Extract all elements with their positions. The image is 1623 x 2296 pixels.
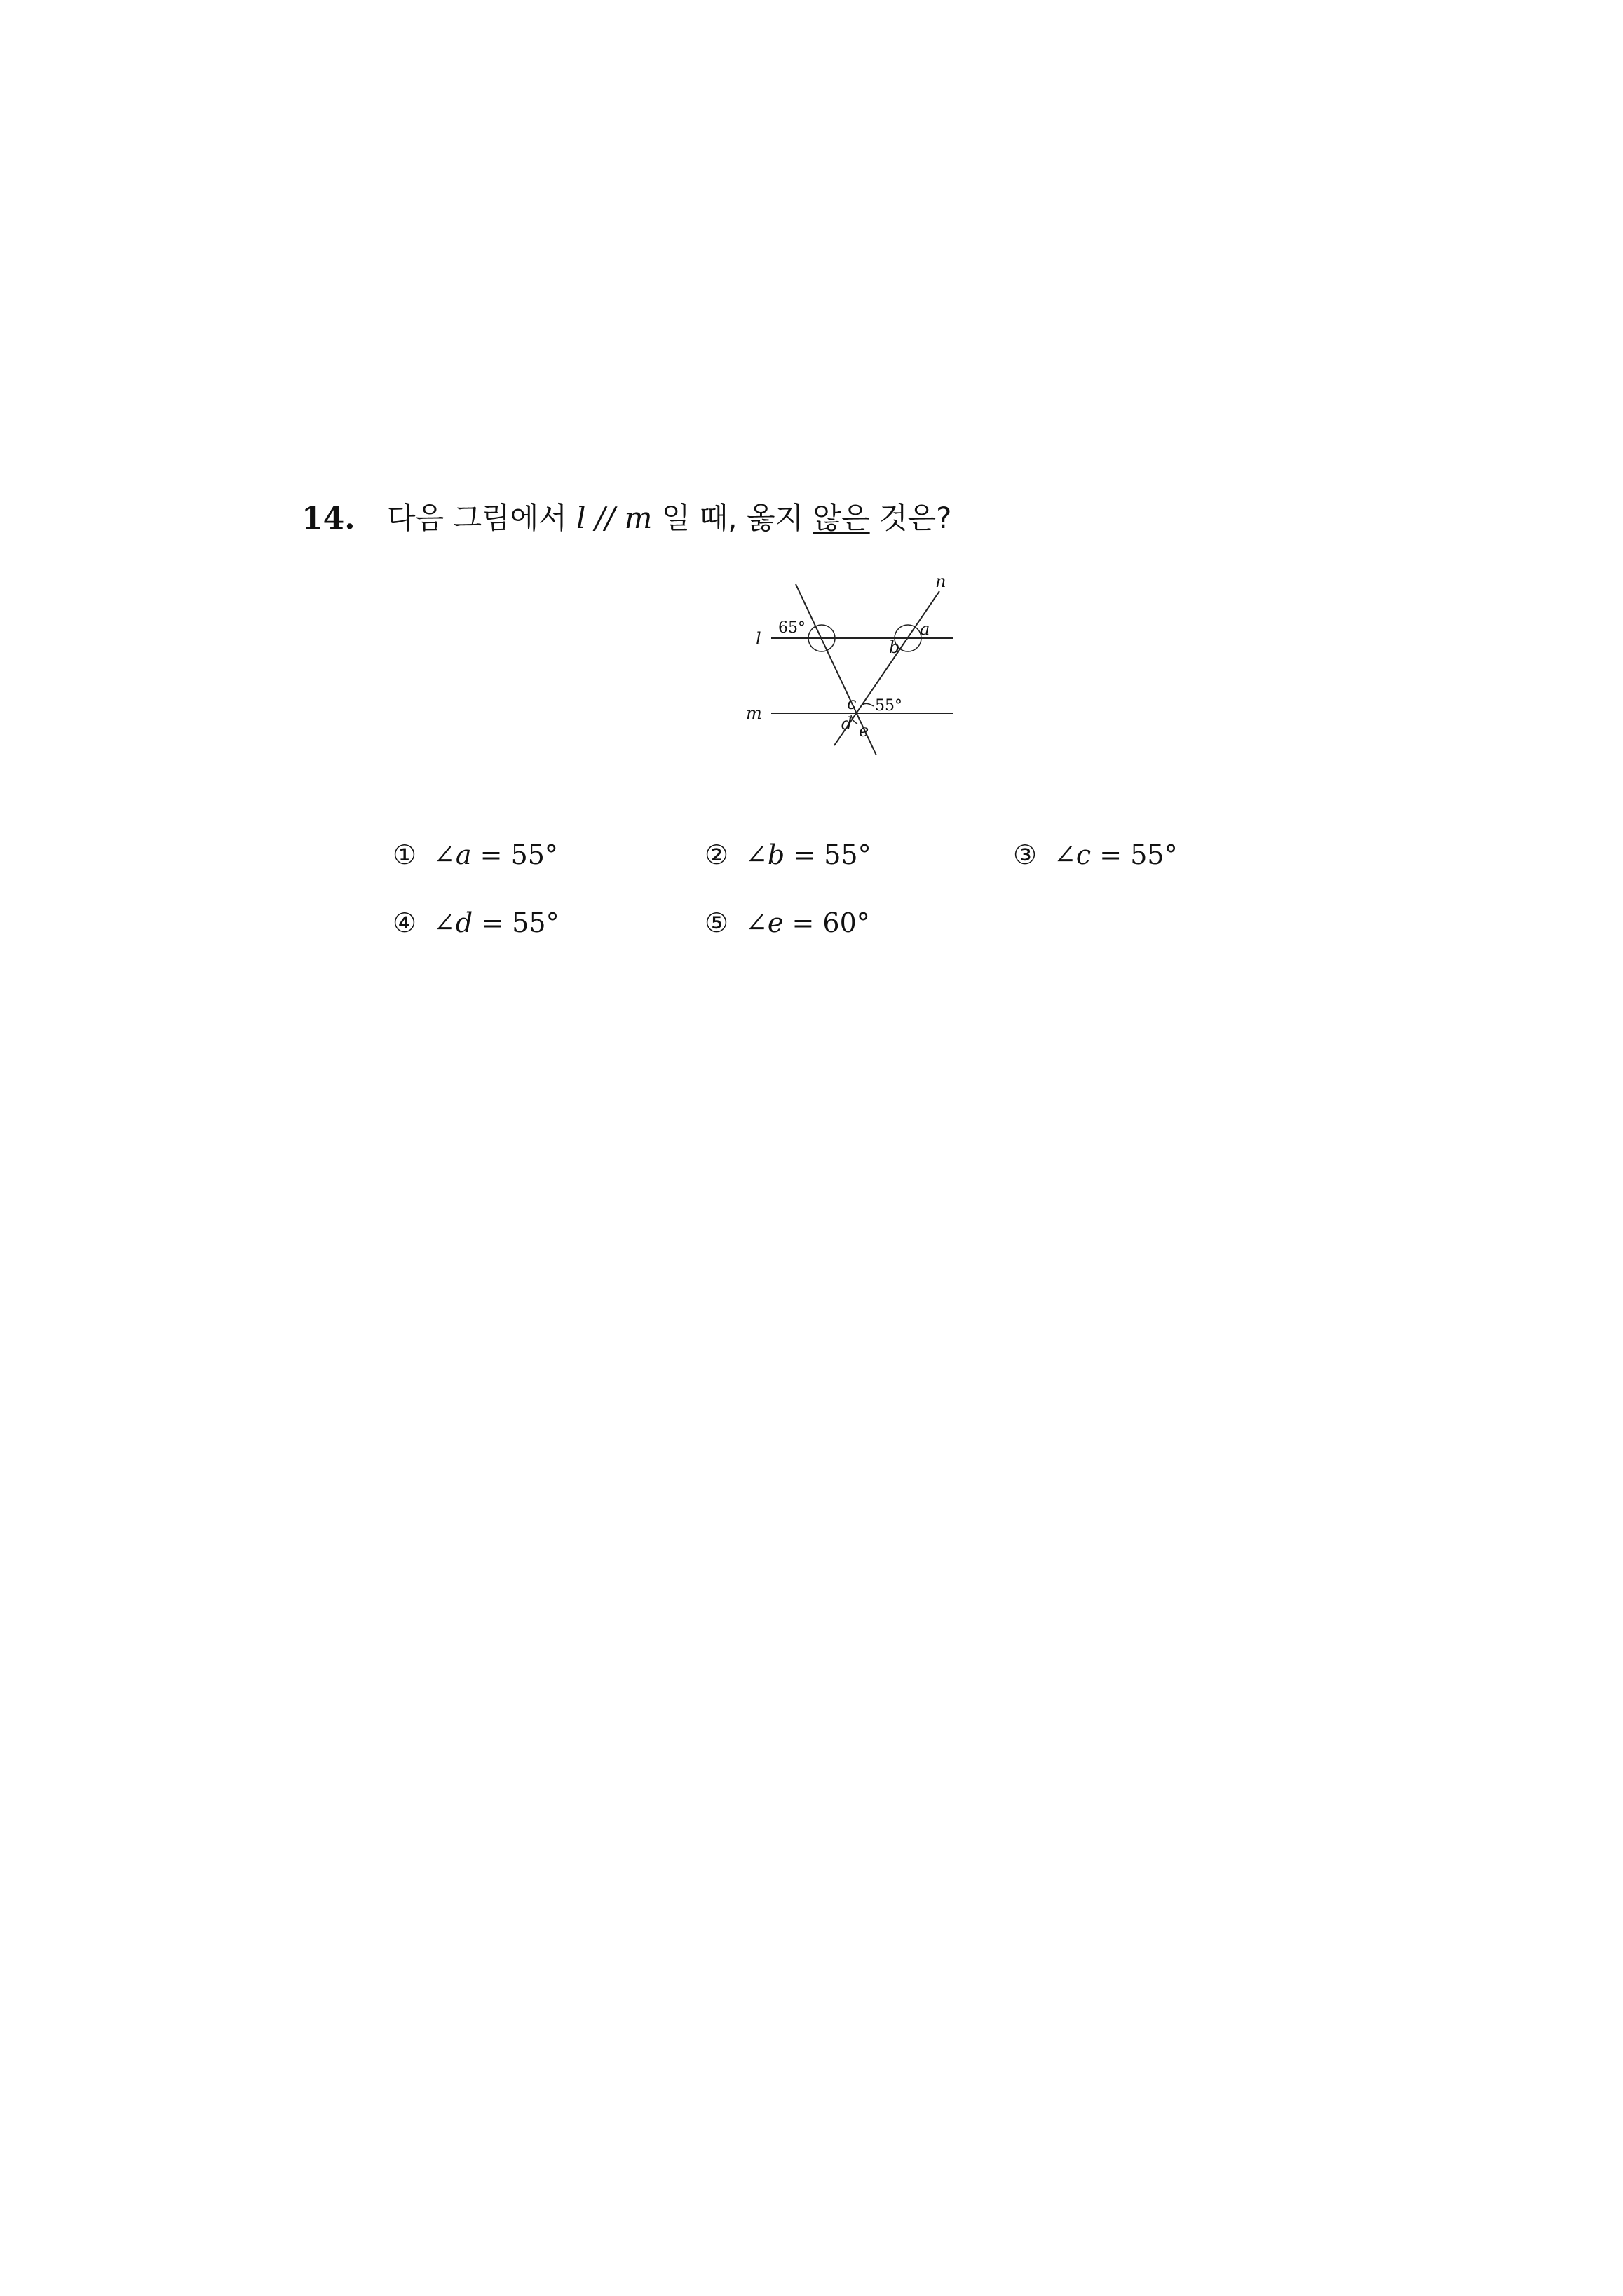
question-text-after: 것은? xyxy=(869,501,952,535)
choice-value: = 55° xyxy=(473,907,559,938)
choice-3[interactable] xyxy=(1013,839,1178,870)
choice-marker: ④ xyxy=(393,907,417,938)
question-var-m: m xyxy=(624,501,653,535)
angle-symbol: ∠ xyxy=(745,907,768,938)
question-text xyxy=(387,501,952,535)
label-angle-c: c xyxy=(847,694,857,713)
angle-arc-55 xyxy=(862,703,874,706)
angle-symbol: ∠ xyxy=(745,839,768,870)
angle-symbol: ∠ xyxy=(1054,839,1076,870)
choice-var: d xyxy=(455,907,473,938)
label-angle-a: a xyxy=(920,619,930,639)
label-angle-e: e xyxy=(859,721,869,741)
choice-1[interactable] xyxy=(393,839,558,870)
figure-svg xyxy=(736,572,967,768)
choice-5[interactable] xyxy=(705,907,870,938)
choice-var: b xyxy=(767,839,785,870)
choice-value: = 55° xyxy=(785,839,871,870)
question-parallel: // xyxy=(585,501,625,535)
label-line-l: l xyxy=(756,629,761,649)
question-text-mid: 일 때, 옳지 xyxy=(652,501,813,535)
choice-2[interactable] xyxy=(705,839,871,870)
question-var-l: l xyxy=(576,501,586,535)
choice-marker: ② xyxy=(705,839,729,870)
choice-value: = 60° xyxy=(783,907,870,938)
question-number: 14. xyxy=(301,501,355,536)
label-line-m: m xyxy=(746,703,762,723)
label-angle-d: d xyxy=(841,714,853,734)
angle-symbol: ∠ xyxy=(433,839,456,870)
label-55: 55° xyxy=(875,697,902,715)
choice-marker: ① xyxy=(393,839,417,870)
choice-value: = 55° xyxy=(471,839,558,870)
label-angle-b: b xyxy=(889,637,900,657)
label-65: 65° xyxy=(778,619,806,637)
question-text-before: 다음 그림에서 xyxy=(387,501,577,535)
choice-var: a xyxy=(455,839,472,870)
choice-var: e xyxy=(767,907,784,938)
choice-value: = 55° xyxy=(1091,839,1178,870)
question-underlined: 않은 xyxy=(813,501,870,535)
choice-4[interactable] xyxy=(393,907,559,938)
angle-symbol: ∠ xyxy=(433,907,456,938)
choice-marker: ③ xyxy=(1013,839,1038,870)
choice-marker: ⑤ xyxy=(705,907,729,938)
geometry-figure xyxy=(736,572,967,768)
label-line-n: n xyxy=(935,572,946,591)
choice-var: c xyxy=(1075,839,1092,870)
